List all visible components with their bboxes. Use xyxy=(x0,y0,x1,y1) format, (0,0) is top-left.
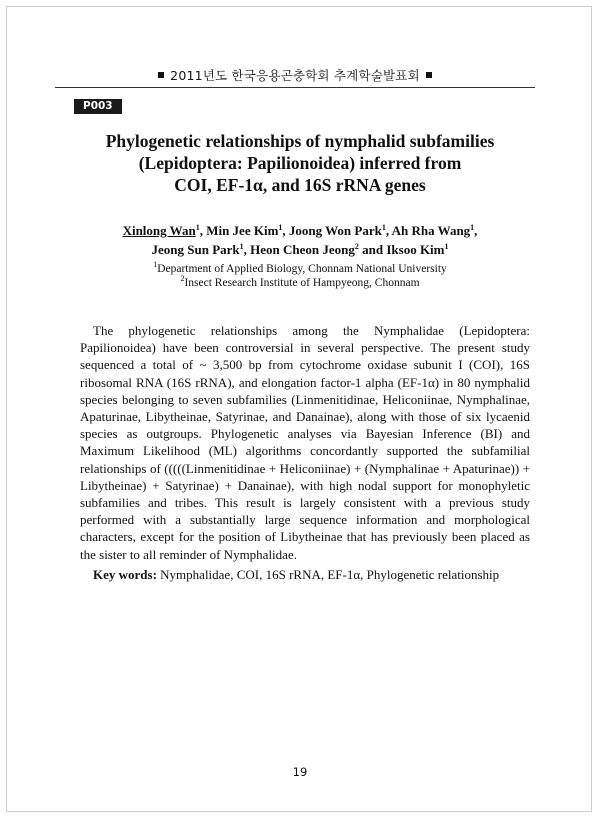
author-separator: and xyxy=(358,242,387,257)
author-name: Ah Rha Wang xyxy=(391,223,471,238)
title-line-2: (Lepidoptera: Papilionoidea) inferred from xyxy=(138,153,462,173)
author-separator: , xyxy=(385,223,392,238)
title-line-1: Phylogenetic relationships of nymphalid subfamilies xyxy=(105,131,495,151)
poster-code-badge: P003 xyxy=(74,99,122,114)
keywords-label: Key words: xyxy=(93,567,157,582)
affiliation-sup: 2 xyxy=(180,274,185,283)
affiliation-text: Department of Applied Biology, Chonnam National University xyxy=(157,263,447,275)
author-line-2 xyxy=(60,240,540,259)
author-separator: , xyxy=(282,223,289,238)
affiliation-2 xyxy=(60,276,540,290)
author-affil-sup: 1 xyxy=(381,223,386,232)
conference-title: 2011년도 한국응용곤충학회 추계학술발표회 xyxy=(170,68,420,83)
author-affil-sup: 1 xyxy=(195,223,200,232)
author-separator: , xyxy=(199,223,207,238)
author-affil-sup: 1 xyxy=(278,223,283,232)
author-affil-sup: 1 xyxy=(444,242,449,251)
keywords xyxy=(80,566,540,583)
page-number: 19 xyxy=(292,765,308,779)
paper-title xyxy=(60,130,540,196)
keywords-text: Nymphalidae, COI, 16S rRNA, EF-1α, Phylogenetic relationship xyxy=(160,567,500,582)
author-name: Xinlong Wan xyxy=(122,223,196,238)
conference-header xyxy=(55,66,535,84)
abstract-text: The phylogenetic relationships among the Nymphalidae (Lepidoptera: Papilionoidea) have been controversial in several perspective. The present study sequenced a total of ~ 3,500 bp from cytochrome oxidase subunit I (COI), 16S ribosomal RNA (16S rRNA), and elongation factor-1 alpha (EF-1α) in 80 nymphalid species belonging to seven subfamilies (Linmenitidinae, Heliconiinae, Nymphalinae, Apaturinae, Libytheinae, Satyrinae, and Danainae), along with those of six lycaenid species as outgroups. Phylogenetic analyses via Bayesian Inference (BI) and Maximum Likelihood (ML) algorithms concordantly supported the subfamilial relationships of (((((Linmenitidinae + Heliconiinae) + (Nymphalinae + Apaturinae)) + Libytheinae) + Satyrinae) + Danainae), with high nodal support for monophyletic subfamilies and tribes. This result is largely consistent with a previous study performed with a substantially large sequence information and morphological characters, except for the position of Libytheinae that has previously been placed as the sister to all reminder of Nymphalidae. xyxy=(80,323,530,562)
author-separator: , xyxy=(243,242,251,257)
author-affil-sup: 1 xyxy=(470,223,475,232)
author-line-1 xyxy=(60,221,540,240)
author-name: Iksoo Kim xyxy=(386,242,445,257)
header-rule xyxy=(55,87,535,88)
author-name: Joong Won Park xyxy=(288,223,382,238)
affiliation-sup: 1 xyxy=(153,260,158,269)
author-name: Min Jee Kim xyxy=(206,223,279,238)
author-affil-sup: 2 xyxy=(354,242,359,251)
author-name: Jeong Sun Park xyxy=(151,242,240,257)
author-separator: , xyxy=(474,223,478,238)
affiliation-text: Insect Research Institute of Hampyeong, Chonnam xyxy=(184,277,420,289)
title-line-3: COI, EF-1α, and 16S rRNA genes xyxy=(174,175,426,195)
affiliations xyxy=(60,262,540,290)
author-list xyxy=(60,221,540,259)
affiliation-1 xyxy=(60,262,540,276)
square-bullet-icon xyxy=(426,72,432,78)
square-bullet-icon xyxy=(158,72,164,78)
author-affil-sup: 1 xyxy=(239,242,244,251)
author-name: Heon Cheon Jeong xyxy=(250,242,355,257)
